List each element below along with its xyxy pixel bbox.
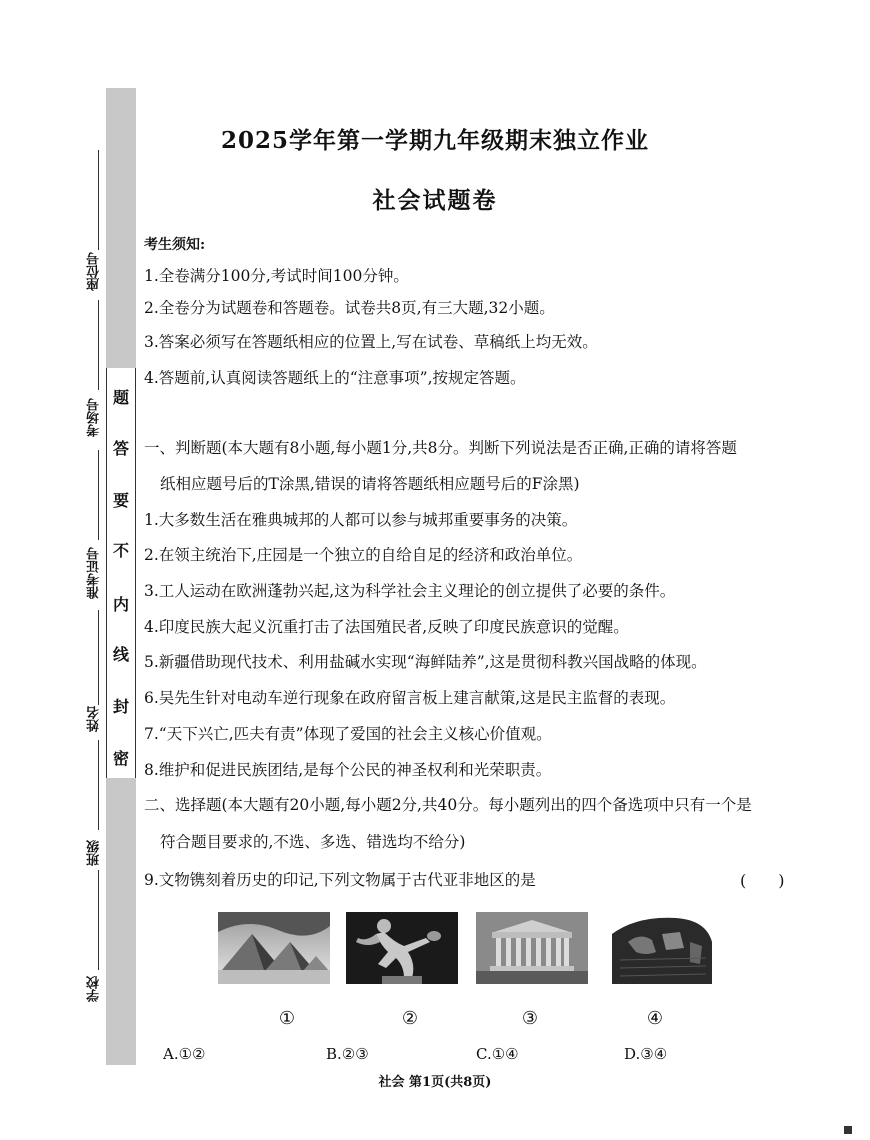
section1-heading: 一、判断题(本大题有8小题,每小题1分,共8分。判断下列说法是否正确,正确的请将答题 xyxy=(144,439,737,457)
question-item: 1.大多数生活在雅典城邦的人都可以参与城邦重要事务的决策。 xyxy=(144,511,578,529)
question-item: 4.印度民族大起义沉重打击了法国殖民者,反映了印度民族意识的觉醒。 xyxy=(144,618,629,636)
image-label: ① xyxy=(278,1008,296,1029)
pyramids-image xyxy=(218,912,330,984)
binding-char: 题 xyxy=(112,388,129,407)
qr-icon xyxy=(844,1126,852,1134)
option-d: D.③④ xyxy=(624,1045,668,1063)
image-label: ③ xyxy=(521,1008,539,1029)
binding-char: 不 xyxy=(112,541,129,560)
class-line[interactable] xyxy=(98,740,99,830)
image-label: ④ xyxy=(646,1008,664,1029)
binding-char: 内 xyxy=(112,595,129,614)
question-item: 8.维护和促进民族团结,是每个公民的神圣权利和光荣职责。 xyxy=(144,761,552,779)
notice-item: 3.答案必须写在答题纸相应的位置上,写在试卷、草稿纸上均无效。 xyxy=(144,333,598,351)
question-item: 6.吴先生针对电动车逆行现象在政府留言板上建言献策,这是民主监督的表现。 xyxy=(144,689,676,707)
school-line[interactable] xyxy=(98,870,99,970)
seat-number-label: 座位号 xyxy=(87,252,102,291)
parthenon-image xyxy=(476,912,588,984)
exam-title: 2025学年第一学期九年级期末独立作业 xyxy=(220,127,649,154)
binding-char: 要 xyxy=(112,491,129,510)
binding-strip-bottom xyxy=(106,778,136,1065)
section1-heading-cont: 纸相应题号后的T涂黑,错误的请将答题纸相应题号后的F涂黑) xyxy=(160,475,580,493)
school-label: 学校 xyxy=(87,976,102,1002)
class-label: 班级 xyxy=(87,840,102,866)
question-item: 3.工人运动在欧洲蓬勃兴起,这为科学社会主义理论的创立提供了必要的条件。 xyxy=(144,582,676,600)
discus-thrower-image xyxy=(346,912,458,984)
name-label: 姓名 xyxy=(87,706,102,732)
option-c: C.①④ xyxy=(476,1045,519,1063)
section2-heading: 二、选择题(本大题有20小题,每小题2分,共40分。每小题列出的四个备选项中只有一个是 xyxy=(144,796,752,814)
binding-char: 线 xyxy=(112,645,129,664)
exam-room-label: 考场号 xyxy=(87,398,102,437)
exam-subtitle: 社会试题卷 xyxy=(372,187,498,214)
question-item: 5.新疆借助现代技术、利用盐碱水实现“海鲜陆养”,这是贯彻科教兴国战略的体现。 xyxy=(144,653,707,671)
exam-room-line[interactable] xyxy=(98,300,99,390)
option-b: B.②③ xyxy=(326,1045,369,1063)
option-a: A.①② xyxy=(163,1045,206,1063)
page-footer: 社会 第1页(共8页) xyxy=(378,1075,492,1090)
question-item: 2.在领主统治下,庄园是一个独立的自给自足的经济和政治单位。 xyxy=(144,546,583,564)
name-line[interactable] xyxy=(98,610,99,705)
notice-item: 1.全卷满分100分,考试时间100分钟。 xyxy=(144,267,409,285)
section2-heading-cont: 符合题目要求的,不选、多选、错选均不给分) xyxy=(160,833,466,851)
exam-id-line[interactable] xyxy=(98,450,99,540)
question-9-stem: 9.文物镌刻着历史的印记,下列文物属于古代亚非地区的是 xyxy=(144,871,536,889)
binding-char: 答 xyxy=(112,439,129,458)
binding-char: 封 xyxy=(112,697,129,716)
image-label: ② xyxy=(401,1008,419,1029)
exam-id-label: 准考证号 xyxy=(87,547,102,599)
notice-item: 2.全卷分为试题卷和答题卷。试卷共8页,有三大题,32小题。 xyxy=(144,299,555,317)
answer-parenthesis: ( ) xyxy=(740,871,785,890)
notice-item: 4.答题前,认真阅读答题纸上的“注意事项”,按规定答题。 xyxy=(144,369,526,387)
binding-char: 密 xyxy=(112,749,129,768)
question-item: 7.“天下兴亡,匹夫有责”体现了爱国的社会主义核心价值观。 xyxy=(144,725,552,743)
stele-image xyxy=(606,912,718,984)
notice-heading: 考生须知: xyxy=(144,237,206,253)
